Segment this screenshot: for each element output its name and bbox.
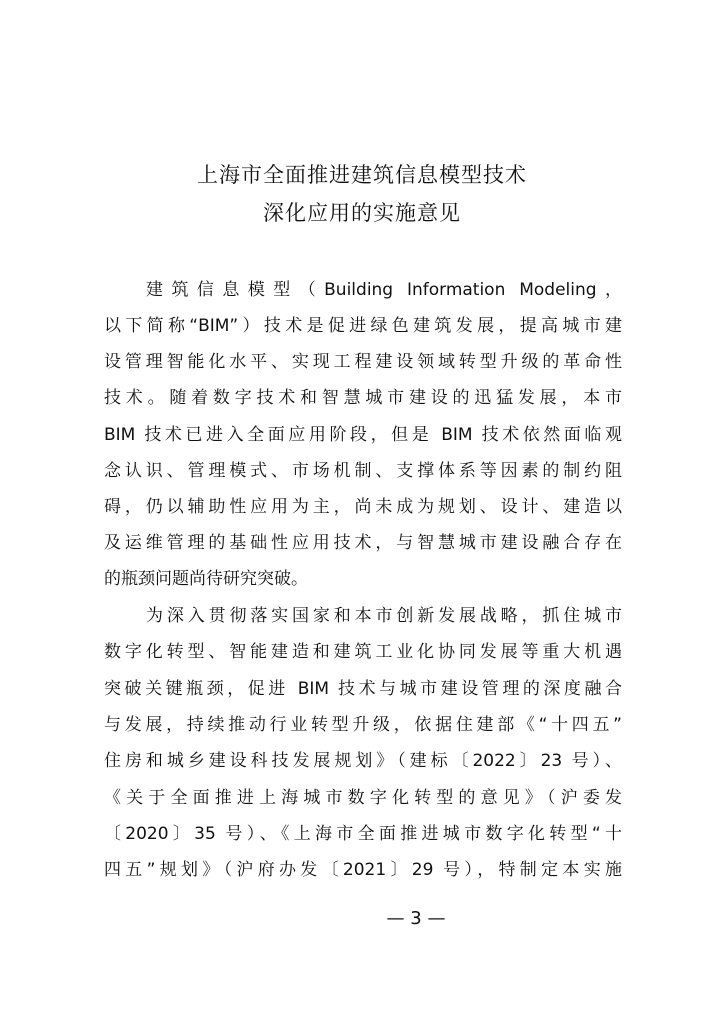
paragraph-1-line-6: 念认识、管理模式、市场机制、支撑体系等因素的制约阻 bbox=[104, 461, 622, 481]
paragraph-2-line-7: 〔2020〕35 号）、《上海市全面推进城市数字化转型“十 bbox=[104, 824, 622, 844]
paragraph-1-line-9: 的瓶颈问题尚待研究突破。 bbox=[104, 569, 308, 589]
paragraph-2-line-3: 突破关键瓶颈，促进 BIM 技术与城市建设管理的深度融合 bbox=[104, 679, 622, 699]
paragraph-1-line-7: 碍，仍以辅助性应用为主，尚未成为规划、设计、建造以 bbox=[104, 497, 622, 517]
paragraph-2-line-5: 住房和城乡建设科技发展规划》（建标〔2022〕23 号）、 bbox=[104, 751, 622, 771]
paragraph-1-line-2: 以下简称“BIM”）技术是促进绿色建筑发展，提高城市建 bbox=[104, 316, 622, 336]
paragraph-2-line-1: 为深入贯彻落实国家和本市创新发展战略，抓住城市 bbox=[146, 606, 622, 626]
paragraph-1-line-8: 及运维管理的基础性应用技术，与智慧城市建设融合存在 bbox=[104, 533, 622, 553]
paragraph-1-line-5: BIM 技术已进入全面应用阶段，但是 BIM 技术依然面临观 bbox=[104, 425, 622, 445]
paragraph-1-line-1: 建筑信息模型（Building Information Modeling， bbox=[146, 280, 622, 300]
paragraph-2-line-8: 四五”规划》（沪府办发〔2021〕29 号），特制定本实施 bbox=[104, 860, 622, 880]
document-title-line-2: 深化应用的实施意见 bbox=[263, 201, 461, 225]
paragraph-1-line-3: 设管理智能化水平、实现工程建设领域转型升级的革命性 bbox=[104, 352, 622, 372]
paragraph-2-line-2: 数字化转型、智能建造和建筑工业化协同发展等重大机遇 bbox=[104, 642, 622, 662]
page-number: — 3 — bbox=[386, 908, 446, 929]
paragraph-2-line-6: 《关于全面推进上海城市数字化转型的意见》（沪委发 bbox=[104, 788, 622, 808]
paragraph-1-line-4: 技术。随着数字技术和智慧城市建设的迅猛发展，本市 bbox=[104, 388, 622, 408]
document-title-line-1: 上海市全面推进建筑信息模型技术 bbox=[197, 163, 527, 187]
paragraph-2-line-4: 与发展，持续推动行业转型升级，依据住建部《“十四五” bbox=[104, 715, 622, 735]
